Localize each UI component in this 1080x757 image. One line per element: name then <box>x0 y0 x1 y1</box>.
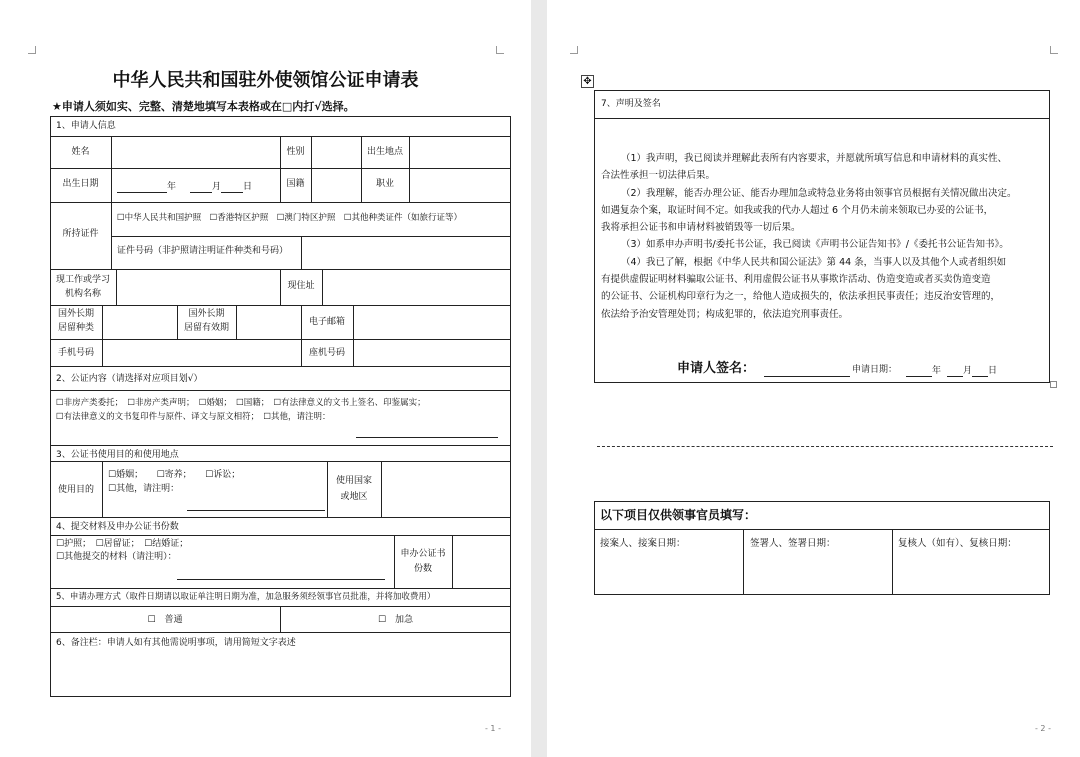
email-label: 电子邮箱 <box>308 317 345 327</box>
occupation-field[interactable] <box>411 171 509 199</box>
section-3-header: 3、公证书使用目的和使用地点 <box>56 450 179 460</box>
mobile-field[interactable] <box>104 341 299 365</box>
application-date-label: 申请日期： <box>852 365 898 375</box>
gender-field[interactable] <box>313 139 359 166</box>
gender-label: 性别 <box>286 147 305 157</box>
receiver-label: 接案人、接案日期： <box>600 538 686 549</box>
corner-mark <box>496 46 504 54</box>
applicant-signature-field[interactable] <box>764 376 850 377</box>
application-date-field[interactable]: 年 月 日 <box>906 366 997 377</box>
residence-type-field[interactable] <box>104 307 175 337</box>
declaration-text: （1）我声明，我已阅读并理解此表所有内容要求，并愿就所填写信息和申请材料的真实性、 合法性承担一切法律后果。 （2）我理解，能否办理公证、能否办理加急或特急业务将由领事官员根据有关情况做出决定。 如遇复杂个案，取证时间不定。如我或我的代办人超过 6 个月仍未前来领取已办妥的公证书， 我将承担公证书和申请材料被销毁等一切后果。 （3）如系申办声明书/委托书公证，我已阅读《声明书公证告知书》/《委托书公证告知书》。 （4）我已了解，根据《中华人民共和国公证法》第 44 条，当事人以及其他个人或者组织如 有提供虚假证明材料骗取公证书、利用虚假公证书从事欺诈活动、伪造变造或者买卖伪造变造 的公证书、公证机构印章行为之一，给他人造成损失的，依法承担民事责任；违反治安管理的， 依法给予治安管理处罚；构成犯罪的，依法追究刑事责任。 <box>601 153 1017 320</box>
normal-service-checkbox[interactable]: ☐ 普通 <box>147 615 183 625</box>
applicant-signature-label: 申请人签名： <box>677 361 756 376</box>
purpose-checkboxes[interactable]: ☐婚姻； ☐寄养； ☐诉讼； <box>108 470 241 480</box>
materials-other[interactable]: ☐其他提交的材料（请注明）： <box>56 552 177 562</box>
page-number: - 1 - <box>485 724 501 733</box>
birthplace-label: 出生地点 <box>366 147 403 157</box>
materials-checkboxes[interactable]: ☐护照； ☐居留证； ☐结婚证； <box>56 539 189 549</box>
residence-validity-field[interactable] <box>238 307 299 337</box>
corner-mark <box>28 46 36 54</box>
table-resize-handle[interactable] <box>1050 381 1057 388</box>
section-1-header: 1、申请人信息 <box>56 121 116 131</box>
table-move-icon[interactable]: ✥ <box>581 75 594 88</box>
materials-other-field[interactable] <box>177 579 385 580</box>
remarks-field[interactable] <box>52 652 509 695</box>
cut-line <box>597 446 1053 447</box>
name-field[interactable] <box>113 139 278 166</box>
purpose-other-field[interactable] <box>187 510 325 511</box>
country-field[interactable] <box>383 463 509 516</box>
nationality-label: 国籍 <box>286 179 305 189</box>
notarization-type-row-1[interactable]: ☐非房产类委托； ☐非房产类声明； ☐婚姻； ☐国籍； ☐有法律意义的文书上签名、印鉴属实； <box>56 398 426 408</box>
mobile-label: 手机号码 <box>57 348 94 358</box>
email-field[interactable] <box>355 307 509 337</box>
residence-type-label: 国外长期 居留种类 <box>57 309 94 333</box>
section-6-header: 6、备注栏：申请人如有其他需说明事项，请用简短文字表述 <box>56 638 296 648</box>
residence-validity-label: 国外长期 居留有效期 <box>183 309 229 333</box>
birthdate-label: 出生日期 <box>62 179 99 189</box>
section-2-header: 2、公证内容（请选择对应项目划√） <box>56 374 203 384</box>
purpose-other[interactable]: ☐其他，请注明： <box>108 484 180 494</box>
organization-label: 现工作或学习 机构名称 <box>55 275 110 299</box>
corner-mark <box>570 46 578 54</box>
section-5-header: 5、申请办理方式（取件日期请以取证单注明日期为准，加急服务须经领事官员批准，并将加收费用） <box>56 592 436 602</box>
nationality-field[interactable] <box>313 171 359 199</box>
birthdate-field[interactable]: 年 月 日 <box>117 182 252 193</box>
form-page-1 <box>0 0 531 757</box>
address-label: 现住址 <box>287 281 315 291</box>
copies-label: 申办公证书 份数 <box>400 549 446 574</box>
official-use-header: 以下项目仅供领事官员填写： <box>600 508 757 522</box>
purpose-label: 使用目的 <box>57 485 94 495</box>
page-number: - 2 - <box>1035 724 1051 733</box>
form-title: 中华人民共和国驻外使领馆公证申请表 <box>112 70 419 91</box>
id-number-label: 证件号码（非护照请注明证件种类和号码） <box>117 246 289 256</box>
urgent-service-checkbox[interactable]: ☐ 加急 <box>377 615 414 625</box>
id-number-field[interactable] <box>303 239 509 267</box>
copies-field[interactable] <box>454 537 509 587</box>
organization-field[interactable] <box>118 271 278 303</box>
reviewer-label: 复核人（如有）、复核日期： <box>898 538 1017 549</box>
id-type-checkboxes[interactable]: ☐中华人民共和国护照 ☐香港特区护照 ☐澳门特区护照 ☐其他种类证件（如旅行证等） <box>117 213 462 223</box>
id-document-label: 所持证件 <box>62 229 99 239</box>
notarization-type-row-2[interactable]: ☐有法律意义的文书复印件与原件、译文与原文相符； ☐其他，请注明： <box>56 412 331 422</box>
other-content-field[interactable] <box>356 437 498 438</box>
country-label: 使用国家 或地区 <box>335 476 372 502</box>
form-page-2 <box>547 0 1080 757</box>
address-field[interactable] <box>324 271 509 303</box>
section-7-header: 7、声明及签名 <box>601 99 661 109</box>
corner-mark <box>1050 46 1058 54</box>
landline-field[interactable] <box>355 341 509 365</box>
fill-instructions: ★申请人须如实、完整、清楚地填写本表格或在□内打√选择。 <box>52 100 355 113</box>
birthplace-field[interactable] <box>411 139 509 166</box>
landline-label: 座机号码 <box>308 348 345 358</box>
section-4-header: 4、提交材料及申办公证书份数 <box>56 522 179 532</box>
name-label: 姓名 <box>71 147 90 157</box>
signer-label: 签署人、签署日期： <box>750 538 836 549</box>
occupation-label: 职业 <box>375 179 394 189</box>
